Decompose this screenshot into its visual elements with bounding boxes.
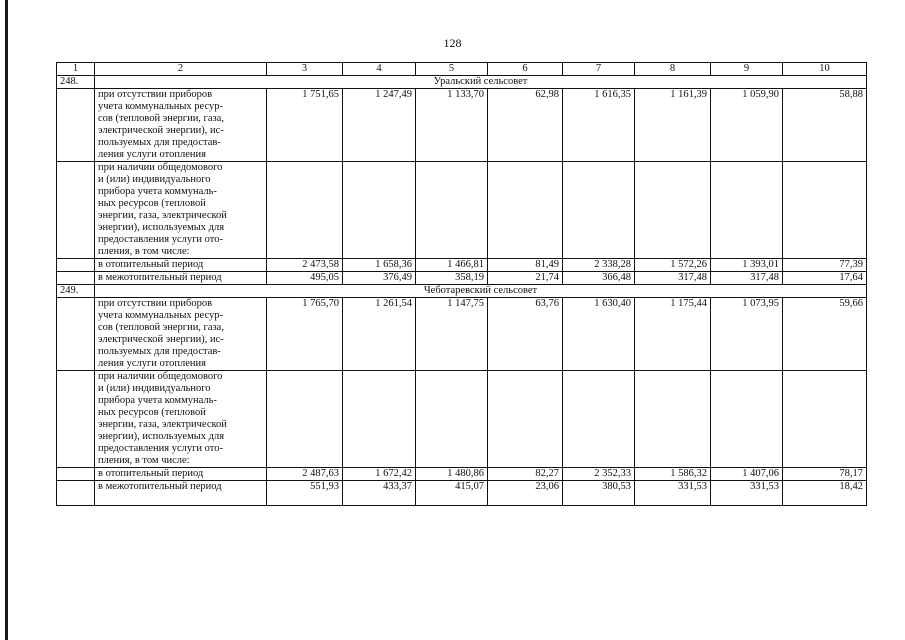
column-header: 4	[343, 63, 416, 76]
value-cell: 331,53	[635, 481, 711, 506]
row-description	[95, 272, 267, 285]
section-header-row	[57, 76, 867, 89]
description-line: при отсутствии приборов	[98, 89, 213, 100]
description-line: предоставления услуги ото-	[98, 443, 223, 454]
description-line: ления услуги отопления	[98, 358, 206, 369]
description-line: в межотопительный период	[98, 481, 222, 492]
value-cell: 63,76	[488, 298, 563, 371]
value-cell: 1 572,26	[635, 259, 711, 272]
description-line: ных ресурсов (тепловой	[98, 198, 206, 209]
row-description	[95, 298, 267, 371]
row-number-cell	[57, 162, 95, 259]
header-row	[57, 63, 867, 76]
value-cell	[563, 162, 635, 259]
description-line: пления, в том числе:	[98, 246, 190, 257]
value-cell	[488, 162, 563, 259]
row-number: 248.	[57, 76, 95, 89]
value-cell: 1 073,95	[711, 298, 783, 371]
column-header: 6	[488, 63, 563, 76]
row-number: 249.	[57, 285, 95, 298]
description-line: в отопительный период	[98, 468, 204, 479]
row-number-cell	[57, 89, 95, 162]
value-cell: 1 059,90	[711, 89, 783, 162]
value-cell: 433,37	[343, 481, 416, 506]
description-line: энергии), используемых для	[98, 222, 225, 233]
description-line: при наличии общедомового	[98, 162, 223, 173]
value-cell	[635, 371, 711, 468]
value-cell: 1 586,32	[635, 468, 711, 481]
value-cell: 331,53	[711, 481, 783, 506]
table-row	[57, 298, 867, 371]
value-cell: 81,49	[488, 259, 563, 272]
value-cell	[343, 371, 416, 468]
row-description	[95, 468, 267, 481]
row-description	[95, 162, 267, 259]
value-cell: 317,48	[635, 272, 711, 285]
page-number: 128	[443, 36, 462, 50]
column-header: 8	[635, 63, 711, 76]
column-header: 9	[711, 63, 783, 76]
table-row	[57, 259, 867, 272]
description-line: сов (тепловой энергии, газа,	[98, 322, 224, 333]
value-cell: 317,48	[711, 272, 783, 285]
value-cell: 1 765,70	[267, 298, 343, 371]
value-cell: 1 407,06	[711, 468, 783, 481]
value-cell: 62,98	[488, 89, 563, 162]
value-cell: 23,06	[488, 481, 563, 506]
value-cell: 21,74	[488, 272, 563, 285]
value-cell	[563, 371, 635, 468]
description-line: пления, в том числе:	[98, 455, 190, 466]
row-number-cell	[57, 481, 95, 506]
value-cell	[343, 162, 416, 259]
table-body	[57, 76, 867, 506]
value-cell: 1 658,36	[343, 259, 416, 272]
table-row	[57, 481, 867, 506]
value-cell: 1 616,35	[563, 89, 635, 162]
value-cell	[711, 162, 783, 259]
row-number-cell	[57, 468, 95, 481]
value-cell	[488, 371, 563, 468]
value-cell: 18,42	[783, 481, 867, 506]
value-cell: 380,53	[563, 481, 635, 506]
value-cell	[635, 162, 711, 259]
description-line: прибора учета коммуналь-	[98, 395, 217, 406]
value-cell: 1 247,49	[343, 89, 416, 162]
row-number-cell	[57, 259, 95, 272]
value-cell: 1 393,01	[711, 259, 783, 272]
description-line: энергии), используемых для	[98, 431, 225, 442]
value-cell: 78,17	[783, 468, 867, 481]
row-description	[95, 259, 267, 272]
column-header: 1	[57, 63, 95, 76]
value-cell	[711, 371, 783, 468]
row-number-cell	[57, 272, 95, 285]
description-line: энергии, газа, электрической	[98, 210, 227, 221]
value-cell: 1 466,81	[416, 259, 488, 272]
value-cell: 2 487,63	[267, 468, 343, 481]
column-header: 2	[95, 63, 267, 76]
description-line: ных ресурсов (тепловой	[98, 407, 206, 418]
value-cell: 1 147,75	[416, 298, 488, 371]
value-cell: 366,48	[563, 272, 635, 285]
value-cell: 1 672,42	[343, 468, 416, 481]
row-description	[95, 371, 267, 468]
table-row	[57, 89, 867, 162]
column-header: 5	[416, 63, 488, 76]
row-description	[95, 89, 267, 162]
value-cell: 1 480,86	[416, 468, 488, 481]
table-row	[57, 272, 867, 285]
description-line: при наличии общедомового	[98, 371, 223, 382]
column-header: 7	[563, 63, 635, 76]
value-cell: 77,39	[783, 259, 867, 272]
description-line: пользуемых для предостав-	[98, 137, 221, 148]
value-cell: 1 161,39	[635, 89, 711, 162]
table-row	[57, 371, 867, 468]
value-cell	[267, 162, 343, 259]
value-cell: 17,64	[783, 272, 867, 285]
scan-edge-line	[5, 0, 8, 640]
value-cell: 1 630,40	[563, 298, 635, 371]
column-header: 10	[783, 63, 867, 76]
table-row	[57, 162, 867, 259]
description-line: учета коммунальных ресур-	[98, 310, 223, 321]
description-line: при отсутствии приборов	[98, 298, 213, 309]
description-line: энергии, газа, электрической	[98, 419, 227, 430]
description-line: учета коммунальных ресур-	[98, 101, 223, 112]
value-cell	[267, 371, 343, 468]
section-header-row	[57, 285, 867, 298]
value-cell: 376,49	[343, 272, 416, 285]
description-line: и (или) индивидуального	[98, 383, 211, 394]
row-number-cell	[57, 298, 95, 371]
value-cell: 1 751,65	[267, 89, 343, 162]
value-cell	[783, 371, 867, 468]
row-number-cell	[57, 371, 95, 468]
row-description	[95, 481, 267, 506]
description-line: электрической энергии), ис-	[98, 125, 224, 136]
description-line: в межотопительный период	[98, 272, 222, 283]
description-line: прибора учета коммуналь-	[98, 186, 217, 197]
description-line: и (или) индивидуального	[98, 174, 211, 185]
value-cell	[783, 162, 867, 259]
description-line: пользуемых для предостав-	[98, 346, 221, 357]
value-cell: 58,88	[783, 89, 867, 162]
column-header: 3	[267, 63, 343, 76]
value-cell: 2 338,28	[563, 259, 635, 272]
tariff-table	[56, 62, 867, 506]
table-row	[57, 468, 867, 481]
value-cell: 1 261,54	[343, 298, 416, 371]
description-line: электрической энергии), ис-	[98, 334, 224, 345]
description-line: ления услуги отопления	[98, 149, 206, 160]
value-cell: 2 473,58	[267, 259, 343, 272]
value-cell: 1 133,70	[416, 89, 488, 162]
value-cell: 59,66	[783, 298, 867, 371]
value-cell: 2 352,33	[563, 468, 635, 481]
description-line: сов (тепловой энергии, газа,	[98, 113, 224, 124]
value-cell: 82,27	[488, 468, 563, 481]
value-cell: 1 175,44	[635, 298, 711, 371]
value-cell: 495,05	[267, 272, 343, 285]
description-line: предоставления услуги ото-	[98, 234, 223, 245]
region-name: Уральский сельсовет	[95, 76, 867, 89]
value-cell: 415,07	[416, 481, 488, 506]
value-cell	[416, 162, 488, 259]
value-cell: 551,93	[267, 481, 343, 506]
value-cell: 358,19	[416, 272, 488, 285]
region-name: Чеботаревский сельсовет	[95, 285, 867, 298]
value-cell	[416, 371, 488, 468]
description-line: в отопительный период	[98, 259, 204, 270]
